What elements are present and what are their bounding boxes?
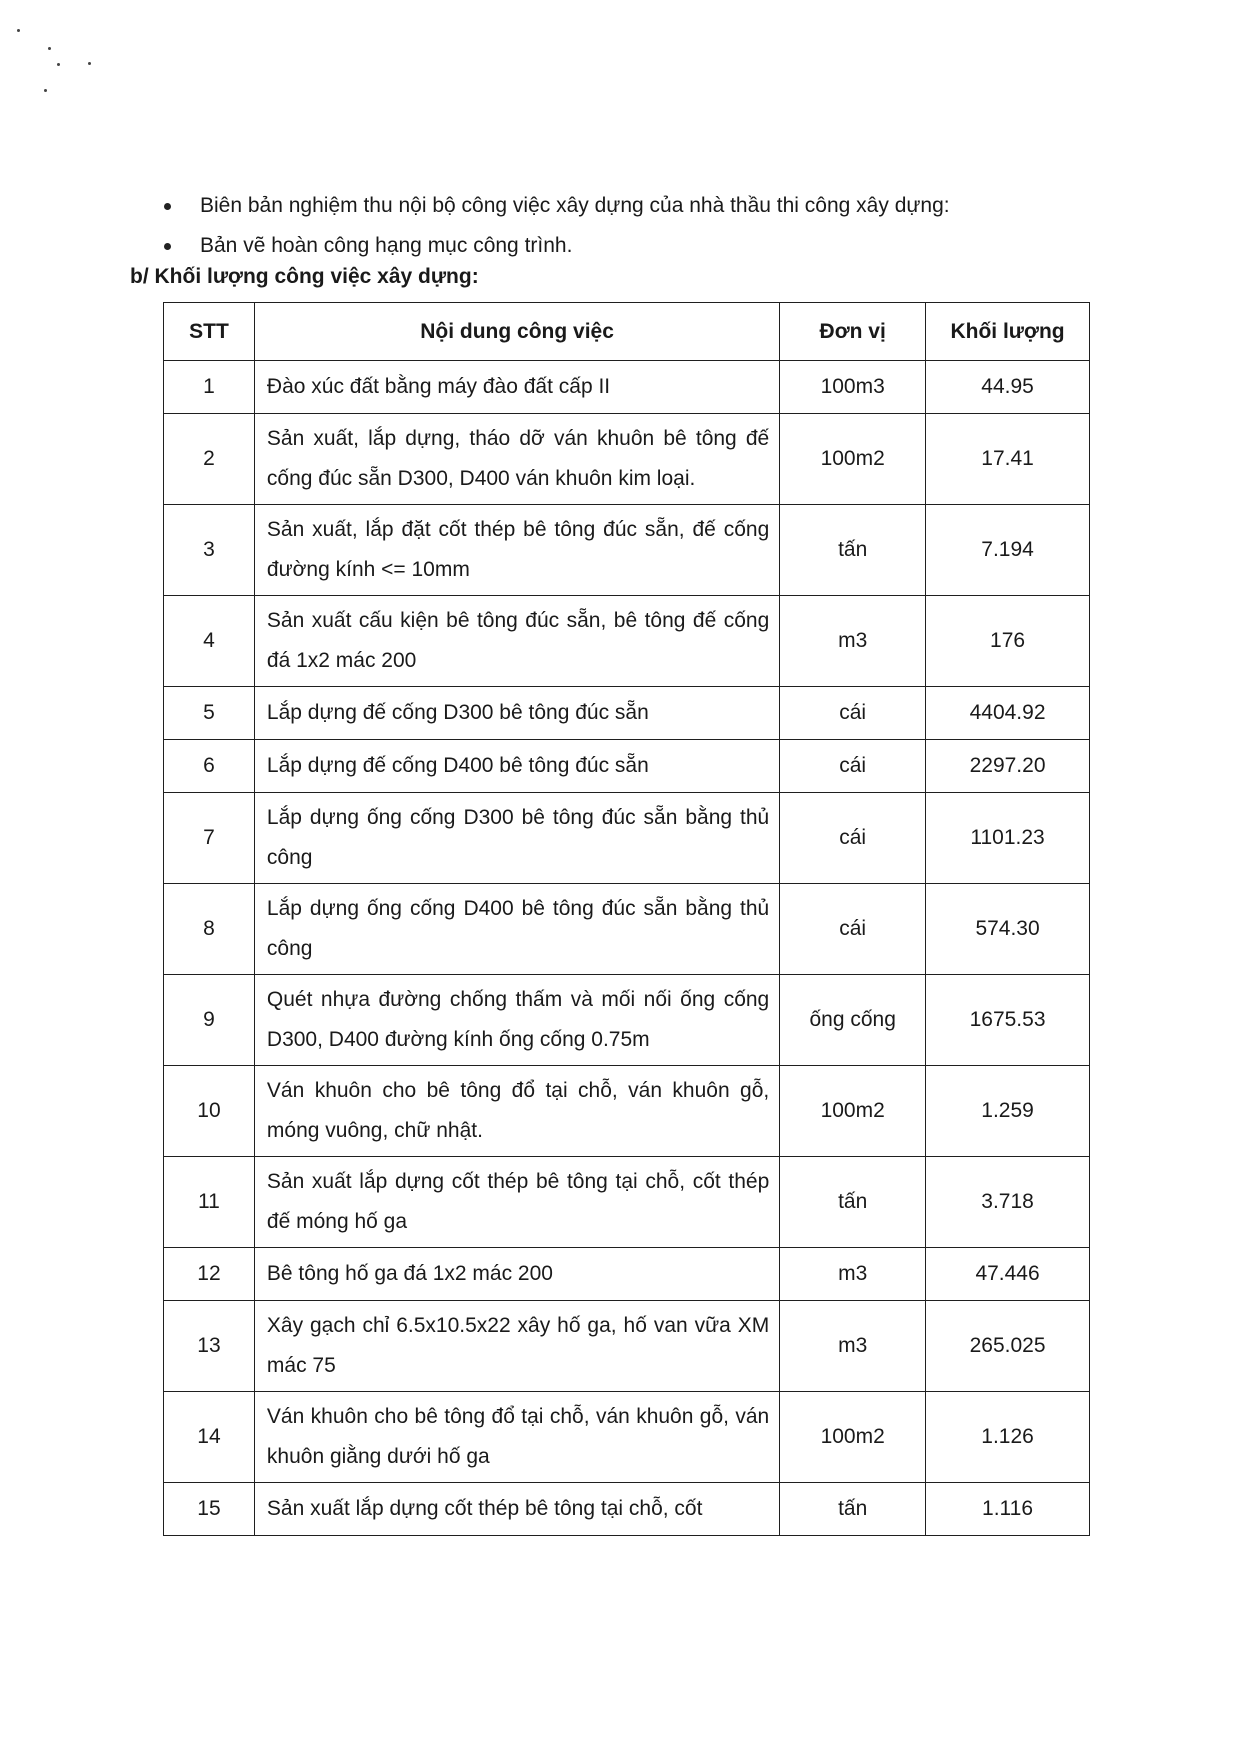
- cell-stt: 15: [164, 1483, 255, 1536]
- cell-stt: 5: [164, 687, 255, 740]
- cell-description: Sản xuất cấu kiện bê tông đúc sẵn, bê tông đế cống đá 1x2 mác 200: [254, 596, 779, 687]
- table-row: [164, 793, 1090, 884]
- cell-stt: 11: [164, 1157, 255, 1248]
- table-row: [164, 414, 1090, 505]
- table-row: [164, 740, 1090, 793]
- cell-stt: 6: [164, 740, 255, 793]
- scan-speck: [57, 63, 60, 66]
- cell-description: Ván khuôn cho bê tông đổ tại chỗ, ván khuôn gỗ, ván khuôn giằng dưới hố ga: [254, 1392, 779, 1483]
- cell-unit: m3: [780, 1248, 926, 1301]
- cell-stt: 10: [164, 1066, 255, 1157]
- cell-unit: cái: [780, 884, 926, 975]
- header-quantity: Khối lượng: [926, 303, 1090, 361]
- cell-quantity: 1101.23: [926, 793, 1090, 884]
- list-item-text: Bản vẽ hoàn công hạng mục công trình.: [200, 234, 573, 257]
- table-row: [164, 1392, 1090, 1483]
- cell-stt: 4: [164, 596, 255, 687]
- cell-unit: 100m2: [780, 1392, 926, 1483]
- table-row: [164, 1157, 1090, 1248]
- cell-description: Ván khuôn cho bê tông đổ tại chỗ, ván khuôn gỗ, móng vuông, chữ nhật.: [254, 1066, 779, 1157]
- cell-quantity: 1.126: [926, 1392, 1090, 1483]
- cell-stt: 2: [164, 414, 255, 505]
- requirements-list: [160, 186, 950, 266]
- list-item-text: Biên bản nghiệm thu nội bộ công việc xây dựng của nhà thầu thi công xây dựng:: [200, 194, 950, 217]
- cell-unit: tấn: [780, 1483, 926, 1536]
- table-row: [164, 505, 1090, 596]
- cell-description: Sản xuất, lắp dựng, tháo dỡ ván khuôn bê tông đế cống đúc sẵn D300, D400 ván khuôn kim loại.: [254, 414, 779, 505]
- cell-quantity: 4404.92: [926, 687, 1090, 740]
- cell-quantity: 574.30: [926, 884, 1090, 975]
- cell-stt: 3: [164, 505, 255, 596]
- cell-unit: 100m2: [780, 414, 926, 505]
- table-row: [164, 596, 1090, 687]
- cell-quantity: 1675.53: [926, 975, 1090, 1066]
- cell-quantity: 176: [926, 596, 1090, 687]
- scan-speck: [44, 89, 47, 92]
- scan-speck: [88, 62, 91, 65]
- bullet-icon: [164, 243, 171, 250]
- cell-quantity: 17.41: [926, 414, 1090, 505]
- cell-description: Lắp dựng đế cống D400 bê tông đúc sẵn: [254, 740, 779, 793]
- cell-stt: 8: [164, 884, 255, 975]
- cell-description: Xây gạch chỉ 6.5x10.5x22 xây hố ga, hố van vữa XM mác 75: [254, 1301, 779, 1392]
- scan-speck: [17, 29, 20, 32]
- cell-stt: 13: [164, 1301, 255, 1392]
- cell-quantity: 2297.20: [926, 740, 1090, 793]
- cell-quantity: 1.259: [926, 1066, 1090, 1157]
- cell-unit: tấn: [780, 1157, 926, 1248]
- cell-description: Lắp dựng đế cống D300 bê tông đúc sẵn: [254, 687, 779, 740]
- cell-unit: m3: [780, 1301, 926, 1392]
- cell-quantity: 7.194: [926, 505, 1090, 596]
- header-unit: Đơn vị: [780, 303, 926, 361]
- table-row: [164, 361, 1090, 414]
- cell-stt: 14: [164, 1392, 255, 1483]
- work-volume-table: [163, 302, 1090, 1536]
- section-title: b/ Khối lượng công việc xây dựng:: [130, 265, 479, 288]
- cell-description: Lắp dựng ống cống D300 bê tông đúc sẵn bằng thủ công: [254, 793, 779, 884]
- list-item: [160, 226, 950, 266]
- bullet-icon: [164, 203, 171, 210]
- cell-unit: 100m3: [780, 361, 926, 414]
- header-stt: STT: [164, 303, 255, 361]
- cell-stt: 12: [164, 1248, 255, 1301]
- cell-quantity: 265.025: [926, 1301, 1090, 1392]
- table-row: [164, 687, 1090, 740]
- cell-description: Sản xuất, lắp đặt cốt thép bê tông đúc sẵn, đế cống đường kính <= 10mm: [254, 505, 779, 596]
- cell-unit: m3: [780, 596, 926, 687]
- cell-description: Lắp dựng ống cống D400 bê tông đúc sẵn bằng thủ công: [254, 884, 779, 975]
- table-row: [164, 884, 1090, 975]
- table-row: [164, 1301, 1090, 1392]
- cell-description: Sản xuất lắp dựng cốt thép bê tông tại chỗ, cốt: [254, 1483, 779, 1536]
- cell-description: Sản xuất lắp dựng cốt thép bê tông tại chỗ, cốt thép đế móng hố ga: [254, 1157, 779, 1248]
- cell-quantity: 1.116: [926, 1483, 1090, 1536]
- table-row: [164, 1483, 1090, 1536]
- cell-stt: 9: [164, 975, 255, 1066]
- scan-speck: [48, 47, 51, 50]
- cell-unit: 100m2: [780, 1066, 926, 1157]
- cell-description: Bê tông hố ga đá 1x2 mác 200: [254, 1248, 779, 1301]
- table-row: [164, 1066, 1090, 1157]
- list-item: [160, 186, 950, 226]
- cell-unit: cái: [780, 687, 926, 740]
- cell-unit: cái: [780, 740, 926, 793]
- header-description: Nội dung công việc: [254, 303, 779, 361]
- table-header-row: [164, 303, 1090, 361]
- cell-description: Quét nhựa đường chống thấm và mối nối ống cống D300, D400 đường kính ống cống 0.75m: [254, 975, 779, 1066]
- cell-description: Đào xúc đất bằng máy đào đất cấp II: [254, 361, 779, 414]
- cell-stt: 7: [164, 793, 255, 884]
- table-row: [164, 975, 1090, 1066]
- cell-quantity: 44.95: [926, 361, 1090, 414]
- cell-stt: 1: [164, 361, 255, 414]
- cell-unit: tấn: [780, 505, 926, 596]
- cell-quantity: 3.718: [926, 1157, 1090, 1248]
- cell-unit: cái: [780, 793, 926, 884]
- cell-unit: ống cống: [780, 975, 926, 1066]
- table-row: [164, 1248, 1090, 1301]
- cell-quantity: 47.446: [926, 1248, 1090, 1301]
